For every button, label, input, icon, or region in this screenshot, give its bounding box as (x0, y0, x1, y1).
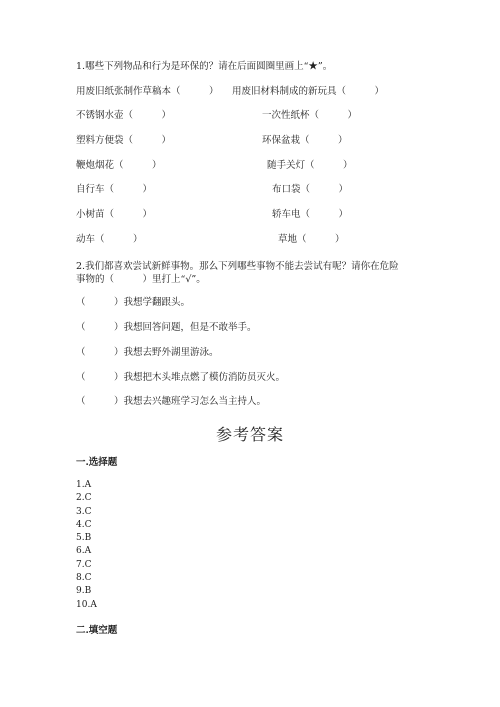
q1-option: 用废旧纸张制作草稿本（ ） (76, 86, 219, 97)
answer-item: 4.C (76, 519, 92, 530)
q2-item: （ ）我想回答问题，但是不敢举手。 (76, 322, 257, 333)
q2-item: （ ）我想把木头堆点燃了模仿消防员灭火。 (76, 372, 286, 383)
q1-option: 自行车（ ） (76, 184, 153, 195)
q1-option: 不锈钢水壶（ ） (76, 110, 172, 121)
q1-option: 鞭炮烟花（ ） (76, 160, 162, 171)
q1-option: 布口袋（ ） (272, 184, 349, 195)
q1-option: 动车（ ） (76, 234, 143, 245)
q2-item: （ ）我想学翻跟头。 (76, 297, 191, 308)
answer-item: 8.C (76, 573, 92, 584)
q1-option: 一次性纸杯（ ） (262, 110, 358, 121)
question-2-title-cont: 事物的（ ）里打上“√”。 (76, 274, 206, 285)
q2-item: （ ）我想去野外湖里游泳。 (76, 347, 219, 358)
q1-option: 随手关灯（ ） (267, 160, 353, 171)
section-fill-title: 二.填空题 (76, 625, 118, 636)
q1-option: 用废旧材料制成的新玩具（ ） (232, 86, 385, 97)
answer-item: 6.A (76, 546, 92, 557)
answer-item: 1.A (76, 480, 92, 490)
section-choice-title: 一.选择题 (76, 457, 118, 468)
answer-item: 7.C (76, 559, 92, 570)
answer-heading: 参考答案 (215, 425, 284, 444)
answer-item: 10.A (76, 599, 97, 610)
answer-list (76, 479, 97, 612)
q1-option: 小树苗（ ） (76, 209, 153, 220)
q1-option: 塑料方便袋（ ） (76, 135, 172, 146)
q1-option: 环保盆栽（ ） (262, 135, 348, 146)
answer-item: 9.B (76, 586, 92, 597)
answer-item: 2.C (76, 493, 92, 504)
answer-item: 5.B (76, 533, 92, 544)
q1-option: 草地（ ） (278, 234, 345, 245)
q1-option: 轿车电（ ） (272, 209, 349, 220)
question-1-title: 1.哪些下列物品和行为是环保的？请在后面圆圈里画上“★”。 (76, 61, 333, 72)
answer-item: 3.C (76, 506, 92, 517)
q2-item: （ ）我想去兴趣班学习怎么当主持人。 (76, 396, 267, 407)
question-2-title: 2.我们都喜欢尝试新鲜事物。那么下列哪些事物不能去尝试有呢？请你在危险 (76, 261, 399, 272)
